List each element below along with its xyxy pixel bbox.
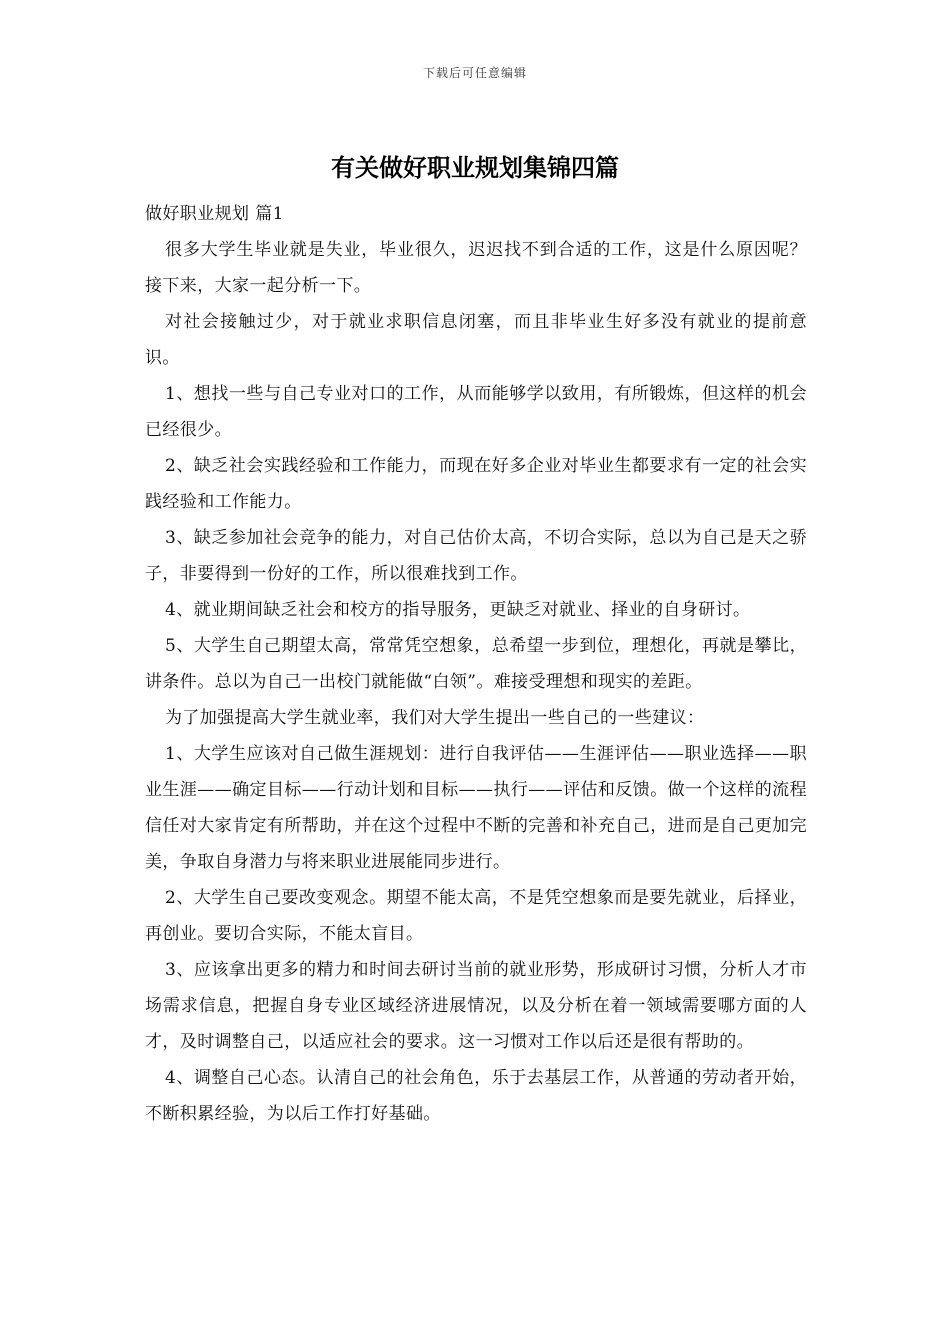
- paragraph: 1、大学生应该对自己做生涯规划：进行自我评估——生涯评估——职业选择——职业生涯——确定目标——行动计划和目标——执行——评估和反馈。做一个这样的流程信任对大家肯定有所帮助，并在这个过程中不断的完善和补充自己，进而是自己更加完美，争取自身潜力与将来职业进展能同步进行。: [145, 744, 807, 872]
- paragraph: 3、缺乏参加社会竞争的能力，对自己估价太高，不切合实际，总以为自己是天之骄子，非要得到一份好的工作，所以很难找到工作。: [145, 528, 807, 584]
- document-body: [145, 196, 807, 1132]
- paragraph: 5、大学生自己期望太高，常常凭空想象，总希望一步到位，理想化，再就是攀比，讲条件。总以为自己一出校门就能做“白领”。难接受理想和现实的差距。: [145, 636, 807, 692]
- header-note: 下载后可任意编辑: [422, 66, 527, 80]
- section-title: 做好职业规划 篇1: [145, 204, 284, 224]
- paragraph: 对社会接触过少，对于就业求职信息闭塞，而且非毕业生好多没有就业的提前意识。: [145, 312, 807, 368]
- paragraph: 为了加强提高大学生就业率，我们对大学生提出一些自己的一些建议：: [165, 708, 705, 728]
- document-title: 有关做好职业规划集锦四篇: [331, 153, 619, 182]
- paragraph: 4、调整自己心态。认清自己的社会角色，乐于去基层工作，从普通的劳动者开始，不断积累经验，为以后工作打好基础。: [145, 1068, 807, 1124]
- paragraph: 1、想找一些与自己专业对口的工作，从而能够学以致用，有所锻炼，但这样的机会已经很少。: [145, 384, 807, 440]
- paragraph: 2、缺乏社会实践经验和工作能力，而现在好多企业对毕业生都要求有一定的社会实践经验和工作能力。: [145, 456, 807, 512]
- paragraph: 3、应该拿出更多的精力和时间去研讨当前的就业形势，形成研讨习惯，分析人才市场需求信息，把握自身专业区域经济进展情况，以及分析在着一领域需要哪方面的人才，及时调整自己，以适应社会的要求。这一习惯对工作以后还是很有帮助的。: [145, 960, 807, 1052]
- paragraph: 4、就业期间缺乏社会和校方的指导服务，更缺乏对就业、择业的自身研讨。: [165, 600, 751, 620]
- paragraph: 2、大学生自己要改变观念。期望不能太高，不是凭空想象而是要先就业，后择业，再创业。要切合实际，不能太盲目。: [145, 888, 807, 944]
- paragraph: 很多大学生毕业就是失业，毕业很久，迟迟找不到合适的工作，这是什么原因呢？接下来，大家一起分析一下。: [145, 240, 807, 296]
